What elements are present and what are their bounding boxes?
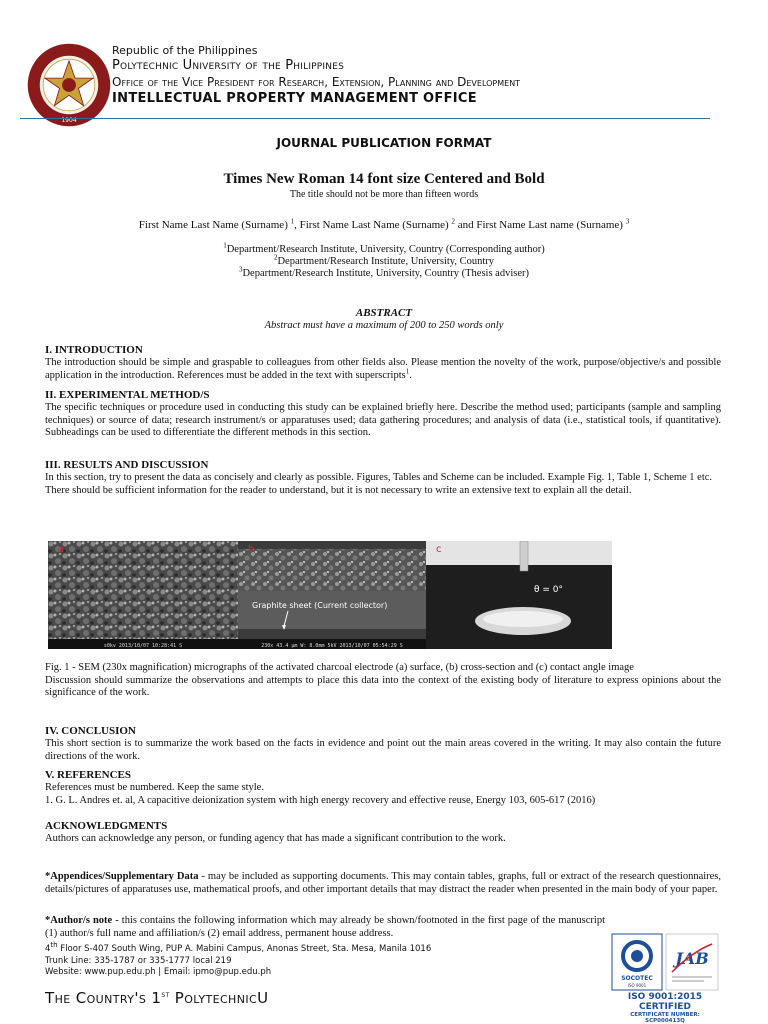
contact-angle-label: θ = 0°	[534, 585, 563, 595]
footer-trunk-line: Trunk Line: 335-1787 or 335-1777 local 219	[45, 955, 232, 966]
section-body: There should be sufficient information for the reader to understand, but it is not necessary to write an extensive text to explain all the detail.	[45, 484, 632, 496]
footer-website-email: Website: www.pup.edu.ph | Email: ipmo@pup.edu.ph	[45, 967, 272, 977]
section-body: In this section, try to present the data as concisely and clearly as possible. Figures, Tables and Scheme can be included. Example Fig. 1, Table 1, Scheme 1 etc.	[45, 472, 713, 483]
iso-text: ISO 9001	[627, 983, 647, 988]
section-conclusion	[45, 725, 721, 763]
certification-text	[610, 992, 720, 1024]
iso-certified-label: ISO 9001:2015 CERTIFIED	[627, 992, 703, 1012]
figure-panel-a	[48, 541, 238, 649]
scale-bar-text-b: 230x 43.4 µm W: 8.0mm 5kV 2013/10/07 05:54:29 S	[261, 643, 403, 649]
document-type: JOURNAL PUBLICATION FORMAT	[276, 136, 492, 150]
university-seal-icon	[26, 42, 112, 128]
panel-label-a: a	[58, 544, 65, 555]
footer-motto: The Country's 1st PolytechnicU	[45, 989, 269, 1007]
section-body: The introduction should be simple and graspable to colleagues from other fields also. Please mention the novelty of the work, purpose/objective/s and possible application in the introduction. References must be added in the text with superscripts$^1$.	[45, 357, 721, 381]
discussion-body: Discussion should summarize the observations and attempts to place this data into the context of the existing body of literature to express opinions about the significance of the work.	[45, 674, 721, 698]
sem-cross-section-image	[238, 541, 426, 649]
section-heading: IV. CONCLUSION	[45, 725, 136, 737]
section-introduction	[45, 344, 721, 382]
letterhead	[20, 40, 750, 124]
section-heading: II. EXPERIMENTAL METHOD/S	[45, 389, 210, 401]
affiliation-1: $^1$Department/Research Institute, University, Country (Corresponding author)	[223, 241, 545, 255]
letterhead-text	[112, 44, 520, 107]
figure-panel-b	[238, 541, 426, 649]
republic-line: Republic of the Philippines	[112, 44, 258, 57]
office-name: Office of the Vice President for Research, Extension, Planning and Development	[112, 75, 521, 89]
section-body: The specific techniques or procedure used in conducting this study can be explained briefly here. Describe the method used; participants (sample and sampling techniques) or source of data; research instrument/s or apparatuses used; data gathering procedures; and analysis of data (i.e., statistical tools, if quantitative). Subheadings can be used to differentiate the different methods in this section.	[45, 402, 721, 438]
university-name: Polytechnic University of the Philippines	[112, 58, 345, 73]
contact-angle-image	[426, 541, 612, 649]
section-acknowledgments	[45, 820, 721, 846]
abstract-text: Abstract must have a maximum of 200 to 250 words only	[264, 320, 504, 331]
graphite-sheet-label: Graphite sheet (Current collector)	[252, 601, 388, 610]
appendices-label: *Appendices/Supplementary Data	[45, 871, 199, 882]
socotec-text: SOCOTEC	[621, 975, 653, 982]
certificate-number: CERTIFICATE NUMBER: SCP000413Q	[630, 1012, 700, 1024]
author-note-label: *Author/s note	[45, 915, 113, 926]
section-body: References must be numbered. Keep the same style.	[45, 782, 264, 793]
paper-title: Times New Roman 14 font size Centered and Bold	[223, 171, 545, 187]
section-heading: V. REFERENCES	[45, 769, 131, 781]
abstract-heading: ABSTRACT	[355, 307, 413, 319]
section-body: Authors can acknowledge any person, or funding agency that has made a significant contribution to the work.	[45, 833, 506, 844]
author-note: *Author/s note - this contains the following information which may already be shown/footnoted in the first page of the manuscript (1) author/s full name and affiliation/s (2) email address, permanent house address.	[45, 915, 605, 939]
section-references	[45, 769, 721, 807]
footer-address: 4th Floor S-407 South Wing, PUP A. Mabini Campus, Anonas Street, Sta. Mesa, Manila 1016	[45, 941, 432, 954]
panel-label-c: c	[436, 544, 442, 555]
ipmo-name: INTELLECTUAL PROPERTY MANAGEMENT OFFICE	[112, 91, 477, 106]
figure-caption-block	[45, 662, 721, 700]
figure-caption: Fig. 1 - SEM (230x magnification) micrographs of the activated charcoal electrode (a) surface, (b) cross-section and (c) contact angle image	[45, 662, 634, 673]
section-methods	[45, 389, 721, 440]
panel-label-b: b	[248, 544, 255, 555]
figure-1	[48, 541, 612, 649]
section-heading: I. INTRODUCTION	[45, 344, 143, 356]
jab-logo-icon: JAB	[675, 949, 709, 968]
header-rule	[20, 118, 710, 119]
paper-subtitle: The title should not be more than fifteen words	[289, 189, 479, 200]
affiliation-3: $^3$Department/Research Institute, University, Country (Thesis adviser)	[238, 265, 530, 279]
section-heading: ACKNOWLEDGMENTS	[45, 820, 168, 832]
reference-item: 1. G. L. Andres et. al, A capacitive deionization system with high energy recovery and effective reuse, Energy 103, 605-617 (2016)	[45, 794, 596, 806]
affiliation-2: $^2$Department/Research Institute, University, Country	[273, 253, 495, 267]
appendices-note: *Appendices/Supplementary Data - may be included as supporting documents. This may contain tables, graphs, full or extract of the research questionnaires, details/pictures of apparatuses use, mathematical proofs, and other important details that may distract the reader when presented in the main body of your paper.	[45, 871, 722, 895]
author-line: First Name Last Name (Surname) $^1$, First Name Last Name (Surname) $^2$ and First Name Last name (Surname) $^3$	[138, 217, 630, 231]
section-heading: III. RESULTS AND DISCUSSION	[45, 459, 209, 471]
sem-surface-image	[48, 541, 238, 649]
section-body: This short section is to summarize the work based on the facts in evidence and point out the main areas covered in the writing. It may also contain the future directions of the work.	[45, 738, 721, 762]
footer-contact	[45, 941, 432, 979]
scale-bar-text-a: s0kv 2013/10/07 10:28:41 S	[103, 643, 183, 649]
figure-panel-c	[426, 541, 612, 649]
section-results	[45, 459, 721, 497]
seal-year: 1904	[61, 116, 77, 124]
